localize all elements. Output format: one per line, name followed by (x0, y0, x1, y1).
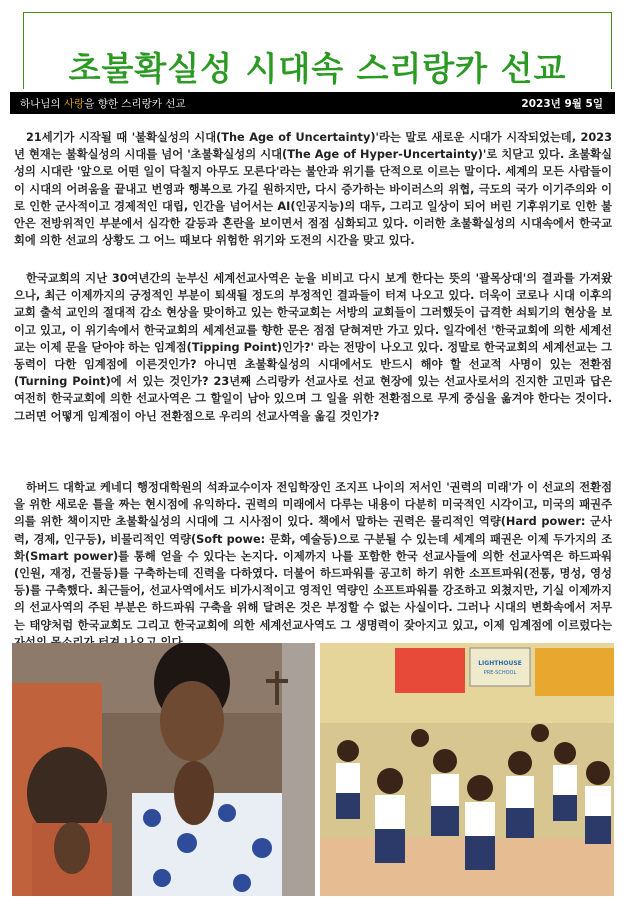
photo-praying-women (12, 643, 315, 896)
praying-women-illustration (12, 643, 315, 896)
photo-preschool-children (320, 643, 614, 896)
paragraph-3: 하버드 대학교 케네디 행정대학원의 석좌교수이자 전임학장인 조지프 나이의 저서인 '권력의 미래'가 이 선교의 전환점을 위한 새로운 틀을 짜는 현시점에 유익하다. 권력의 미래에서 다루는 내용이 다분히 미국적인 시각이고, 미국의 패권주의를 위한 책이지만 초불확실성의 시대에 그 시사점이 있다. 책에서 말하는 권력은 물리적인 역량(Hard power: 군사력, 경제, 인구등), 비물리적인 역량(Soft powe: 문화, 예술등)으로 구분될 수 있는데 세계의 패권은 이제 두가지의 조화(Smart power)를 통해 얻을 수 있다는 논지다. 이제까지 나를 포함한 한국 선교사들에 의한 선교사역은 하드파워(인원, 재정, 건물등)를 구축하는데 진력을 다하였다. 더불어 하드파워를 공고히 하기 위한 소프트파워(전통, 명성, 영성등)를 구축했다. 최근들어, 선교사역에서도 비가시적이고 영적인 역량인 소프트파워를 강조하고 외쳤지만, 기실 이제까지의 선교사역의 주된 부분은 하드파워 구축을 위해 달려온 것은 부정할 수 없는 사실이다. 그러나 시대의 변화속에서 저무는 태양처럼 한국교회도 그리고 한국교회에 의한 세계선교사역도 그 생명력이 잦아지고 있고, 이제 임계점에 이르렀다는 (14, 481, 612, 632)
paragraph-1: 21세기가 시작될 때 '불확실성의 시대(The Age of Uncertainty)'라는 말로 새로운 시대가 시작되었는데, 2023년 현재는 불확실성의 시대를 넘어 '초불확실성의 시대(The Age of Hyper-Uncertainty)'로 치닫고 있다. 초불확실성의 시대란 '앞으로 어떤 일이 닥칠지 아무도 모른다'라는 불안과 위기를 단적으로 이르는 말이다. 세계의 모든 사람들이 이 시대의 어려움을 끝내고 번영과 행복으로 가길 원하지만, 다시 증가하는 바이러스의 위협, 극도의 국가 이기주의와 이로 인한 군사적이고 경제적인 대립, 인간을 넘어서는 AI(인공지능)의 대두, 그리고 일상이 되어 버린 기후위기로 인한 불안은 전방위적인 부분에서 심각한 갈등과 혼란을 보이면서 점점 심화되고 있다. 이러한 초불확실성의 시대속에서 한국교회에 의한 선교의 상황도 그 어느 때보다 위험한 위기와 도전의 시간을 맞고 있다. (14, 131, 612, 248)
subtitle-post: 을 향한 스리랑카 선교 (84, 98, 186, 110)
page-title: 초불확실성 시대속 스리랑카 선교 (68, 49, 567, 88)
paragraph-2: 한국교회의 지난 30여년간의 눈부신 세계선교사역은 눈을 비비고 다시 보게 한다는 뜻의 '괄목상대'의 결과를 가져왔으나, 최근 이제까지의 긍정적인 부분이 퇴색될 정도의 부정적인 결과들이 터져 나오고 있다. 더욱이 코로나 시대 이후의 교회 출석 교인의 절대적 감소 현상을 맞이하고 있는 한국교회는 서방의 교회들이 그러했듯이 급격한 쇠퇴기의 현상을 보이고 있고, 이 위기속에서 한국교회의 세계선교를 향한 문은 점점 닫혀져만 가고 있다. 일각에선 '한국교회에 의한 세계선교는 이제 문을 닫아야 하는 임계점(Tipping Point)인가?' 라는 전망이 나오고 있다. 정말로 한국교회의 세계선교는 그 동력이 다한 임계점에 이른것인가? 아니면 초불확실성의 시대에서도 반드시 해야 할 선교적 사명이 있는 전환점(Turning Point)에 서 있는 것인가? 23년째 스리랑카 선교사로 선교 현장에 있는 선교사로서의 진지한 고민과 답은 여전히 한국교회에 의한 선교사역은 그 할일이 남아 있으며 그 일을 위한 전환점으로 무게 중심을 옮겨야 한다는 것이다. 그러면 어떻게 임계점이 아닌 전환점으로 우리의 선교사역을 옮길 것인가? (14, 272, 612, 423)
subtitle-highlight: 사랑 (63, 98, 85, 110)
sign-line-1: LIGHTHOUSE (478, 660, 522, 667)
subtitle-pre: 하나님의 (20, 98, 64, 110)
sign-line-2: PRE-SCHOOL (483, 670, 517, 676)
title-box (23, 12, 612, 89)
header-banner (10, 92, 615, 114)
issue-date: 2023년 9월 5일 (521, 98, 603, 110)
banner-subtitle (20, 96, 186, 111)
preschool-children-illustration (320, 643, 614, 896)
